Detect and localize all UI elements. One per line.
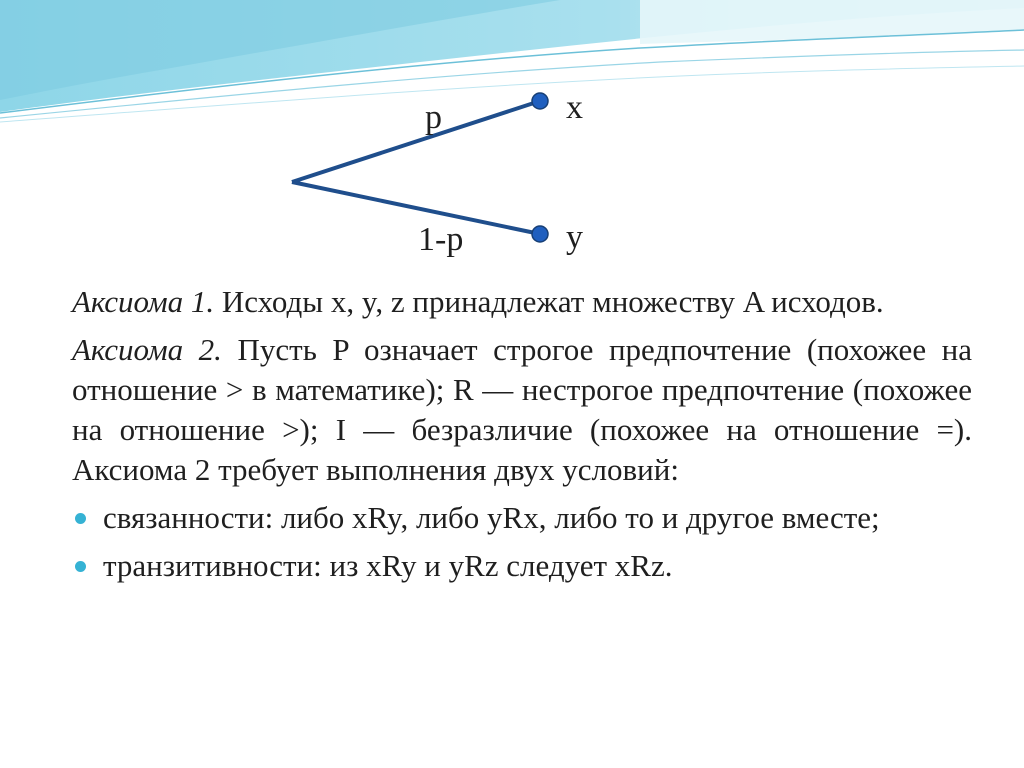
axiom-2-text: Пусть P означает строгое предпочтение (похожее на отношение > в математике); R — нестрогое предпочтение (похожее на отношение >); I — безразличие (похожее на отношение =). Аксиома 2 требует выполнения двух условий:	[72, 332, 972, 487]
conditions-list	[72, 498, 972, 586]
tree-branch-lower	[292, 182, 540, 234]
axiom-1-text: Исходы x, y, z принадлежат множеству A исходов.	[214, 284, 884, 319]
probability-tree	[0, 0, 1024, 280]
list-item	[72, 546, 972, 586]
slide-body	[72, 282, 972, 594]
tree-prob-upper: p	[425, 99, 442, 136]
condition-connectedness: связанности: либо xRy, либо yRx, либо то и другое вместе;	[103, 500, 880, 535]
axiom-2-label: Аксиома 2.	[72, 332, 222, 367]
tree-node-y	[532, 226, 548, 242]
tree-outcome-x: x	[566, 89, 583, 126]
bullet-dot-icon	[75, 513, 86, 524]
axiom-1-paragraph	[72, 282, 972, 322]
tree-outcome-y: y	[566, 219, 583, 256]
list-item	[72, 498, 972, 538]
tree-node-x	[532, 93, 548, 109]
tree-prob-lower: 1-p	[418, 221, 464, 258]
axiom-2-paragraph	[72, 330, 972, 490]
axiom-1-label: Аксиома 1.	[72, 284, 215, 319]
condition-transitivity: транзитивности: из xRy и yRz следует xRz.	[103, 548, 673, 583]
tree-branch-upper	[292, 101, 540, 182]
bullet-dot-icon	[75, 561, 86, 572]
